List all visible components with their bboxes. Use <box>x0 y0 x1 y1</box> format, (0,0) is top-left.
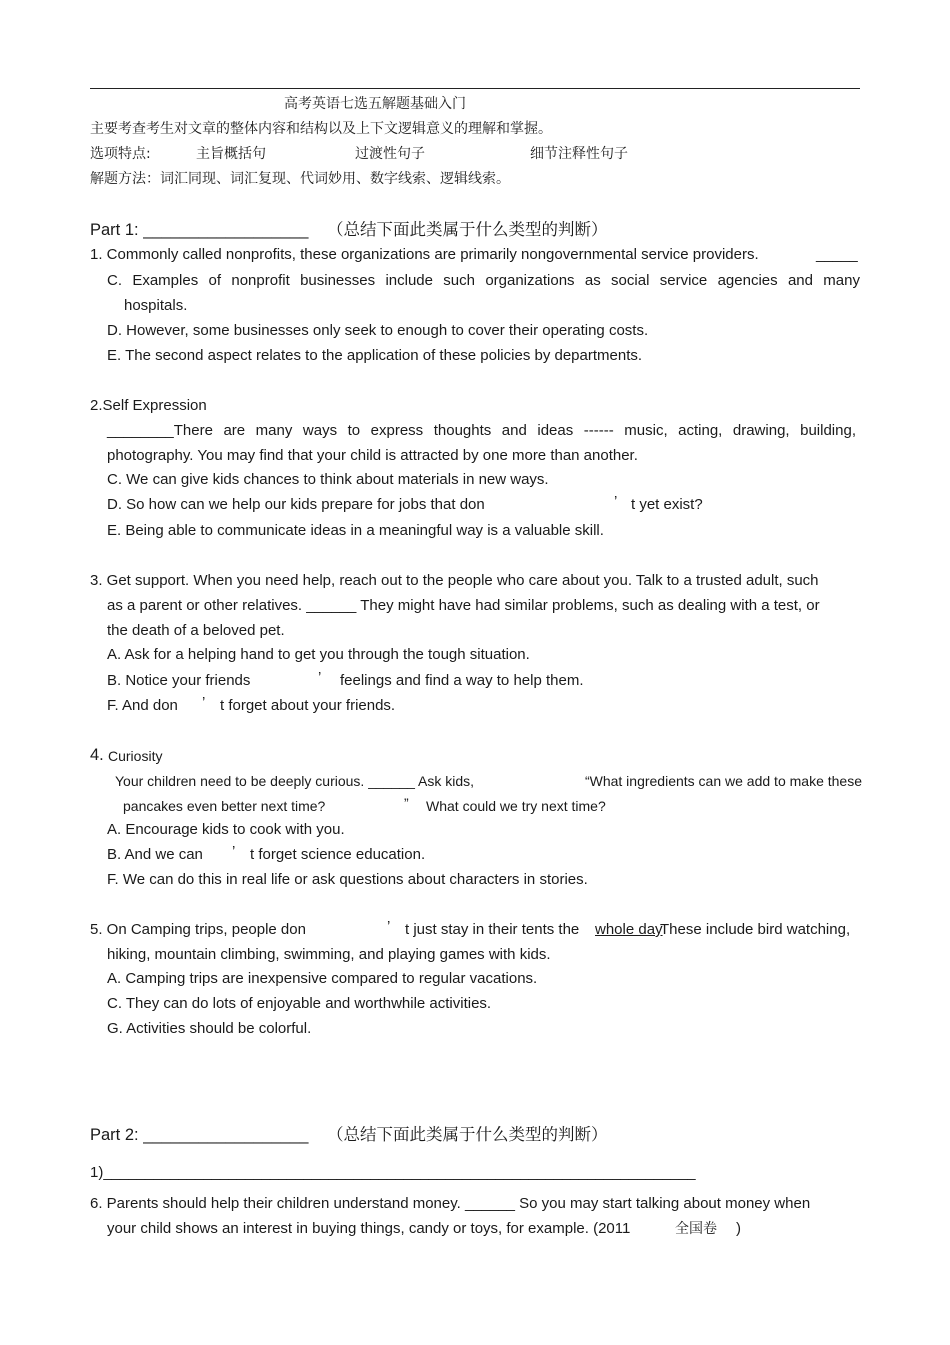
q4-line-2-quote-mark: ” <box>404 795 409 811</box>
q4-line-2-end: What could we try next time? <box>426 798 606 814</box>
q6-line-2: your child shows an interest in buying things, candy or toys, for example. (2011 <box>107 1220 631 1237</box>
q3-line-3: the death of a beloved pet. <box>107 622 285 639</box>
q5-line-1: 5. On Camping trips, people don <box>90 921 306 938</box>
top-rule <box>90 88 860 89</box>
q4-line-1-quote: “What ingredients can we add to make these <box>584 773 862 789</box>
q1-stem: 1. Commonly called nonprofits, these organizations are primarily nongovernmental service providers. <box>90 246 759 263</box>
q4-option-b-end: t forget science education. <box>250 846 426 863</box>
q6-line-1: 6. Parents should help their children understand money. ______ So you may start talking about money when <box>90 1195 811 1212</box>
q3-line-2: as a parent or other relatives. ______ They might have had similar problems, such as dealing with a test, or <box>107 597 820 614</box>
q1-option-d: D. However, some businesses only seek to enough to cover their operating costs. <box>107 322 649 339</box>
q3-option-b-apostrophe: ’ <box>318 669 322 686</box>
q5-underlined-phrase: whole day <box>595 921 663 938</box>
q6-source: 全国卷 <box>675 1221 717 1237</box>
part1-label: Part 1: __________________ <box>90 221 309 239</box>
q2-line-2: photography. You may find that your child is attracted by one more than another. <box>107 447 638 464</box>
part2-label: Part 2: __________________ <box>90 1126 309 1144</box>
features-label: 选项特点: <box>90 146 151 162</box>
q2-title: 2.Self Expression <box>90 397 207 414</box>
q4-option-f: F. We can do this in real life or ask questions about characters in stories. <box>107 871 588 888</box>
intro-text: 主要考查考生对文章的整体内容和结构以及上下文逻辑意义的理解和掌握。 <box>90 121 552 137</box>
q3-option-b-end: feelings and find a way to help them. <box>340 672 584 689</box>
q3-option-f-apostrophe: ’ <box>202 694 206 711</box>
q5-line-2: hiking, mountain climbing, swimming, and playing games with kids. <box>107 946 551 963</box>
feature-item-1: 主旨概括句 <box>196 146 266 162</box>
q4-line-1: Your children need to be deeply curious. ______ Ask kids, <box>115 773 475 789</box>
page-title: 高考英语七选五解题基础入门 <box>284 96 466 112</box>
q4-number: 4. <box>90 746 104 764</box>
methods-text: 解题方法：词汇同现、词汇复现、代词妙用、数字线索、逻辑线索。 <box>90 171 510 187</box>
q2-option-d-end: t yet exist? <box>631 496 703 513</box>
q5-option-g: G. Activities should be colorful. <box>107 1020 312 1037</box>
q2-option-d-apostrophe: ’ <box>614 493 618 510</box>
q3-line-1: 3. Get support. When you need help, reach out to the people who care about you. Talk to a trusted adult, such <box>90 572 819 589</box>
q4-option-b-apostrophe: ’ <box>232 843 236 860</box>
q5-line-1-end: These include bird watching, <box>660 921 851 938</box>
q2-option-c: C. We can give kids chances to think about materials in new ways. <box>107 471 549 488</box>
q1-option-e: E. The second aspect relates to the application of these policies by departments. <box>107 347 643 364</box>
q2-option-d: D. So how can we help our kids prepare for jobs that don <box>107 496 485 513</box>
q5-line-1-mid: t just stay in their tents the <box>405 921 580 938</box>
part2-answer-line: 1)_______________________________________________________________________ <box>90 1164 696 1181</box>
q2-option-e: E. Being able to communicate ideas in a meaningful way is a valuable skill. <box>107 522 604 539</box>
feature-item-3: 细节注释性句子 <box>530 146 628 162</box>
feature-item-2: 过渡性句子 <box>355 146 425 162</box>
part2-note: （总结下面此类属于什么类型的判断） <box>327 1125 608 1144</box>
q1-option-c-cont: hospitals. <box>124 297 188 314</box>
q3-option-a: A. Ask for a helping hand to get you through the tough situation. <box>107 646 530 663</box>
q3-option-b: B. Notice your friends <box>107 672 251 689</box>
q4-option-b: B. And we can <box>107 846 203 863</box>
q1-blank: _____ <box>816 246 858 263</box>
q4-option-a: A. Encourage kids to cook with you. <box>107 821 345 838</box>
q1-option-c: C. Examples of nonprofit businesses include such organizations as social service agencies and many <box>107 272 860 289</box>
q5-option-c: C. They can do lots of enjoyable and worthwhile activities. <box>107 995 492 1012</box>
q4-title: Curiosity <box>108 748 163 764</box>
q2-line-1: ________There are many ways to express thoughts and ideas ------ music, acting, drawing, building, <box>107 422 856 439</box>
q4-line-2: pancakes even better next time? <box>123 798 326 814</box>
q6-source-end: ) <box>736 1220 741 1237</box>
q3-option-f-end: t forget about your friends. <box>220 697 396 714</box>
q5-option-a: A. Camping trips are inexpensive compared to regular vacations. <box>107 970 538 987</box>
q5-line-1-apostrophe: ’ <box>387 918 391 935</box>
q3-option-f: F. And don <box>107 697 178 714</box>
part1-note: （总结下面此类属于什么类型的判断） <box>327 220 608 239</box>
